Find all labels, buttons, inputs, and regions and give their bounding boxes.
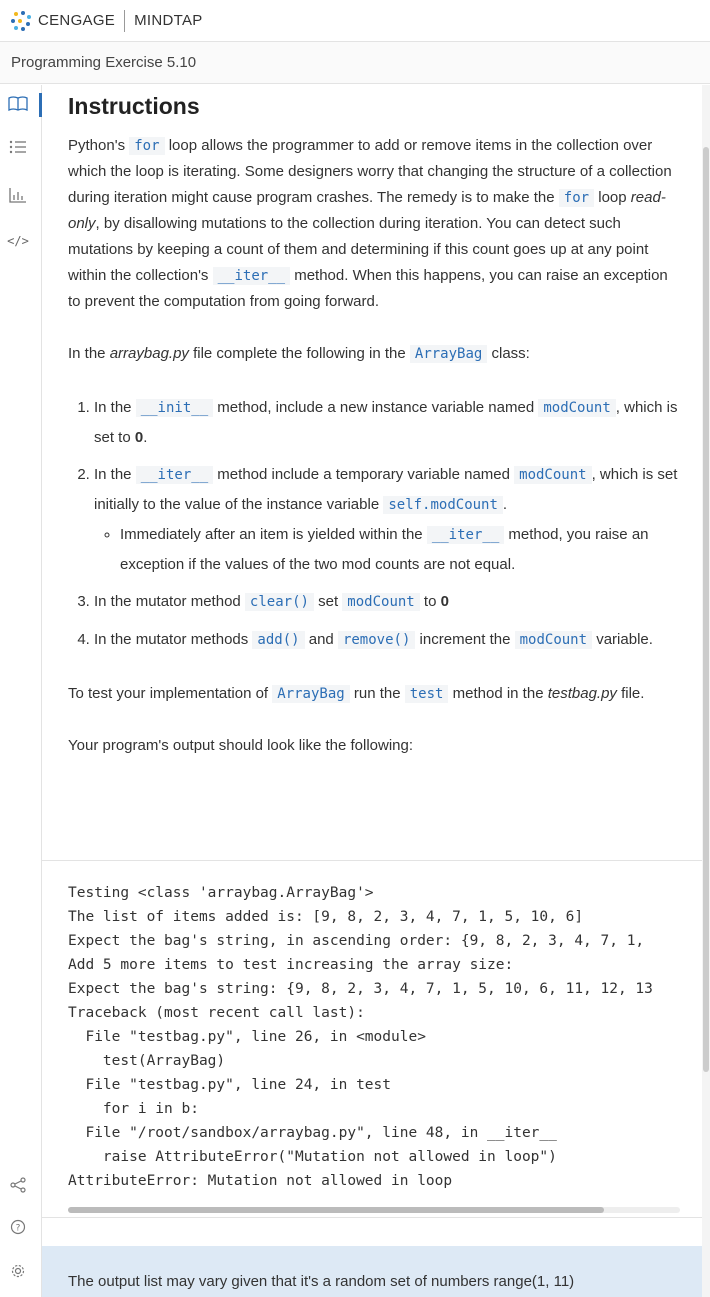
product-name: MINDTAP <box>134 12 203 29</box>
output-line: Testing <class 'arraybag.ArrayBag'> <box>68 885 374 901</box>
note-banner: The output list may vary given that it's a random set of numbers range(1, 11) <box>42 1246 702 1297</box>
output-line: Traceback (most recent call last): <box>68 1005 365 1021</box>
svg-text:?: ? <box>15 1223 21 1234</box>
code-icon[interactable]: </> <box>7 234 29 248</box>
inline-code: for <box>559 189 594 207</box>
help-icon[interactable] <box>7 1216 29 1238</box>
output-line: Expect the bag's string, in ascending order: {9, 8, 2, 3, 4, 7, 1, <box>68 933 645 949</box>
inline-code: __iter__ <box>213 267 290 285</box>
output-line: File "/root/sandbox/arraybag.py", line 48, in __iter__ <box>68 1125 557 1141</box>
output-code-block[interactable] <box>42 860 702 1218</box>
chart-icon[interactable] <box>7 184 29 206</box>
output-intro: Your program's output should look like the following: <box>68 737 414 754</box>
output-line: Add 5 more items to test increasing the array size: <box>68 957 514 973</box>
output-line: The list of items added is: [9, 8, 2, 3, 4, 7, 1, 5, 10, 6] <box>68 909 584 925</box>
output-line: test(ArrayBag) <box>68 1053 226 1069</box>
list-icon[interactable] <box>7 136 29 158</box>
inline-code: for <box>129 137 164 155</box>
share-icon[interactable] <box>7 1174 29 1196</box>
brand-divider <box>124 10 125 32</box>
vertical-scrollbar-thumb[interactable] <box>703 147 709 1072</box>
cengage-logo-icon <box>10 10 32 32</box>
list-item: 3. In the mutator method clear() set modCount to 0 <box>94 587 684 617</box>
book-icon[interactable] <box>7 93 29 115</box>
list-item: 4. In the mutator methods add() and remove() increment the modCount variable. <box>94 625 684 655</box>
sub-list <box>120 520 684 579</box>
instructions-body <box>68 133 684 785</box>
horizontal-scrollbar[interactable] <box>68 1207 680 1213</box>
output-line: File "testbag.py", line 26, in <module> <box>68 1029 426 1045</box>
steps-list <box>94 393 684 655</box>
horizontal-scrollbar-thumb[interactable] <box>68 1207 604 1213</box>
gear-icon[interactable] <box>7 1260 29 1282</box>
output-text <box>68 881 653 1193</box>
output-line: AttributeError: Mutation not allowed in loop <box>68 1173 453 1189</box>
list-item: 1. In the __init__ method, include a new instance variable named modCount , which is set to 0. <box>94 393 684 452</box>
instructions-panel <box>42 85 702 1297</box>
inline-code: ArrayBag <box>410 345 487 363</box>
list-item: ◦ Immediately after an item is yielded within the __iter__ method, you raise an exception if the values of the two mod counts are not equal. <box>120 520 684 579</box>
list-item: 2. In the __iter__ method include a temporary variable named modCount , which is set initially to the value of the instance variable self.modCount . ◦ Immediately after an item is yielded within the __iter__ method, you raise an exception if the values of the two mod counts are not equal. <box>94 460 684 579</box>
top-bar <box>0 0 710 42</box>
vertical-scrollbar[interactable] <box>702 85 710 1297</box>
brand-name: CENGAGE <box>38 12 116 29</box>
output-line: Expect the bag's string: {9, 8, 2, 3, 4, 7, 1, 5, 10, 6, 11, 12, 13 <box>68 981 653 997</box>
test-paragraph: To test your implementation of ArrayBag run the test method in the testbag.py file. <box>68 685 645 702</box>
output-line: File "testbag.py", line 24, in test <box>68 1077 392 1093</box>
sidebar <box>0 85 42 1297</box>
output-line: for i in b: <box>68 1101 199 1117</box>
exercise-title: Programming Exercise 5.10 <box>0 42 710 84</box>
instructions-heading: Instructions <box>68 93 200 119</box>
task-paragraph: In the arraybag.py file complete the following in the ArrayBag class: <box>68 345 530 362</box>
intro-paragraph: Python's for loop allows the programmer to add or remove items in the collection over which the loop is iterating. Some designers worry that changing the structure of a collection during iteration might cause program crashes. The remedy is to make the for loop read-only, by disallowing mutations to the collection during iteration. You can detect such mutations by keeping a count of them and determining if this count goes up at any point within the collection's __iter__ method. When this happens, you can raise an exception to prevent the computation from going forward. <box>68 137 672 310</box>
output-line: raise AttributeError("Mutation not allowed in loop") <box>68 1149 557 1165</box>
